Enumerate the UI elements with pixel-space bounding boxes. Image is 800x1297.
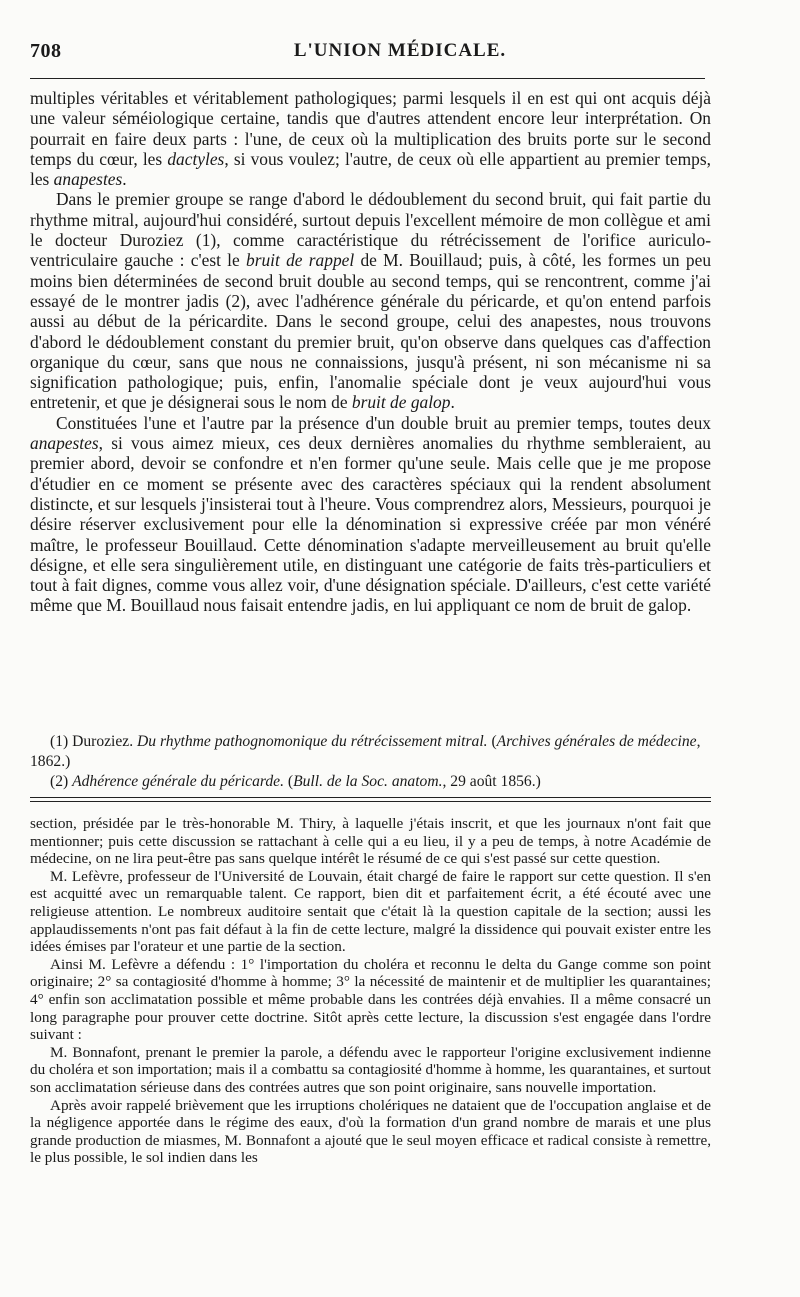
footnotes	[30, 732, 711, 792]
paragraph: Après avoir rappelé brièvement que les irruptions cholériques ne dataient que de l'occupation anglaise et de la négligence apportée dans le régime des eaux, d'où la formation d'un grand nombre de marais et une plus grande production de miasmes, M. Bonnafont a ajouté que le seul moyen efficace et radical consiste à remettre, le plus possible, le sol indien dans les	[30, 1096, 711, 1167]
header-rule	[30, 78, 705, 79]
page-number: 708	[30, 40, 62, 62]
footnote: (2) Adhérence générale du péricarde. (Bull. de la Soc. anatom., 29 août 1856.)	[50, 773, 541, 790]
footnote: (1) Duroziez. Du rhythme pathognomonique du rétrécissement mitral. (Archives générales de médecine, 1862.)	[30, 733, 701, 770]
running-title: L'UNION MÉDICALE.	[293, 40, 507, 61]
paragraph: multiples véritables et véritablement pathologiques; parmi lesquels il en est qui ont acquis déjà une valeur séméiologique certaine, tandis que d'autres attendent encore leur interprétation. On pourrait en faire deux parts : l'une, de ceux où la multiplication des bruits porte sur le second temps du cœur, les dactyles, si vous voulez; l'autre, de ceux où elle appartient au premier temps, les anapestes.	[30, 88, 711, 190]
paragraph: M. Lefèvre, professeur de l'Université de Louvain, était chargé de faire le rapport sur cette question. Il s'en est acquitté avec un remarquable talent. Ce rapport, bien dit et parfaitement écrit, a été écouté avec une religieuse attention. Le nombreux auditoire sentait que c'était là la question capitale de la section; aussi les applaudissements n'ont pas fait défaut à la fin de cette lecture, malgré la dissidence qui pouvait exister entre les idées émises par l'orateur et une partie de la section.	[30, 867, 711, 956]
paragraph: Constituées l'une et l'autre par la présence d'un double bruit au premier temps, toutes deux anapestes, si vous aimez mieux, ces deux dernières anomalies du rhythme sembleraient, au premier abord, devoir se confondre et n'en former qu'une seule. Mais celle que je me propose d'étudier en ce moment se présente avec des caractères spéciaux qui la rendent absolument distincte, et sur lesquels j'insisterai tout à l'heure. Vous comprendrez alors, Messieurs, pourquoi je désire réserver exclusivement pour elle la dénomination si expressive créée par mon vénéré maître, le professeur Bouillaud. Cette dénomination s'adapte merveilleusement au bruit qu'elle désigne, et elle sera singulièrement utile, en distinguant une catégorie de faits très-particuliers et tout à fait dignes, comme vous allez voir, d'une désignation spéciale. D'ailleurs, c'est cette variété même que M. Bouillaud nous faisait entendre jadis, en lui appliquant ce nom de bruit de galop.	[30, 412, 711, 616]
paragraph: Dans le premier groupe se range d'abord le dédoublement du second bruit, qui fait partie du rhythme mitral, aujourd'hui considéré, surtout depuis l'excellent mémoire de mon collègue et ami le docteur Duroziez (1), comme caractéristique du rétrécissement de l'orifice auriculo-ventriculaire gauche : c'est le bruit de rappel de M. Bouillaud; puis, à côté, les formes un peu moins bien déterminées de second bruit double au second temps, qui se rencontrent, comme j'ai essayé de le montrer jadis (2), avec l'adhérence générale du péricarde, et qu'on entend parfois aussi au début de la péricardite. Dans le second groupe, celui des anapestes, nous trouvons d'abord le dédoublement constant du premier bruit, qu'on observe dans quelques cas d'affection organique du cœur, sans que nous ne connaissions, jusqu'à présent, ni son mécanisme ni sa signification pathologique; puis, enfin, l'anomalie spéciale dont je veux aujourd'hui vous entretenir, et que je désignerai sous le nom de bruit de galop.	[30, 189, 712, 413]
feuilleton-text	[30, 815, 711, 1167]
paragraph: section, présidée par le très-honorable M. Thiry, à laquelle j'étais inscrit, et que les journaux n'ont fait que mentionner; puis cette discussion se rattachant à celle qui a eu lieu, il y a peu de temps, à notre Académie de médecine, on ne lira peut-être pas sans quelque intérêt le résumé de ce qui s'est passé sur cette question.	[30, 815, 711, 868]
page-header	[30, 40, 770, 70]
paragraph: M. Bonnafont, prenant le premier la parole, a défendu avec le rapporteur l'origine exclusivement indienne du choléra et son importation; mais il a combattu sa contagiosité d'homme à homme, les quarantaines, et surtout son acclimatation sérieuse dans des contrées autres que son point originaire, sans nouvelle importation.	[30, 1043, 711, 1096]
main-text	[30, 88, 711, 616]
paragraph: Ainsi M. Lefèvre a défendu : 1° l'importation du choléra et reconnu le delta du Gange comme son point originaire; 2° sa contagiosité d'homme à homme; 3° la nécessité de maintenir et de multiplier les quarantaines; 4° enfin son acclimatation possible et même probable dans les contrées déjà envahies. Il a même consacré un long paragraphe pour prouver cette doctrine. Sitôt après cette lecture, la discussion s'est engagée dans l'ordre suivant :	[30, 955, 711, 1044]
section-divider	[30, 797, 711, 802]
